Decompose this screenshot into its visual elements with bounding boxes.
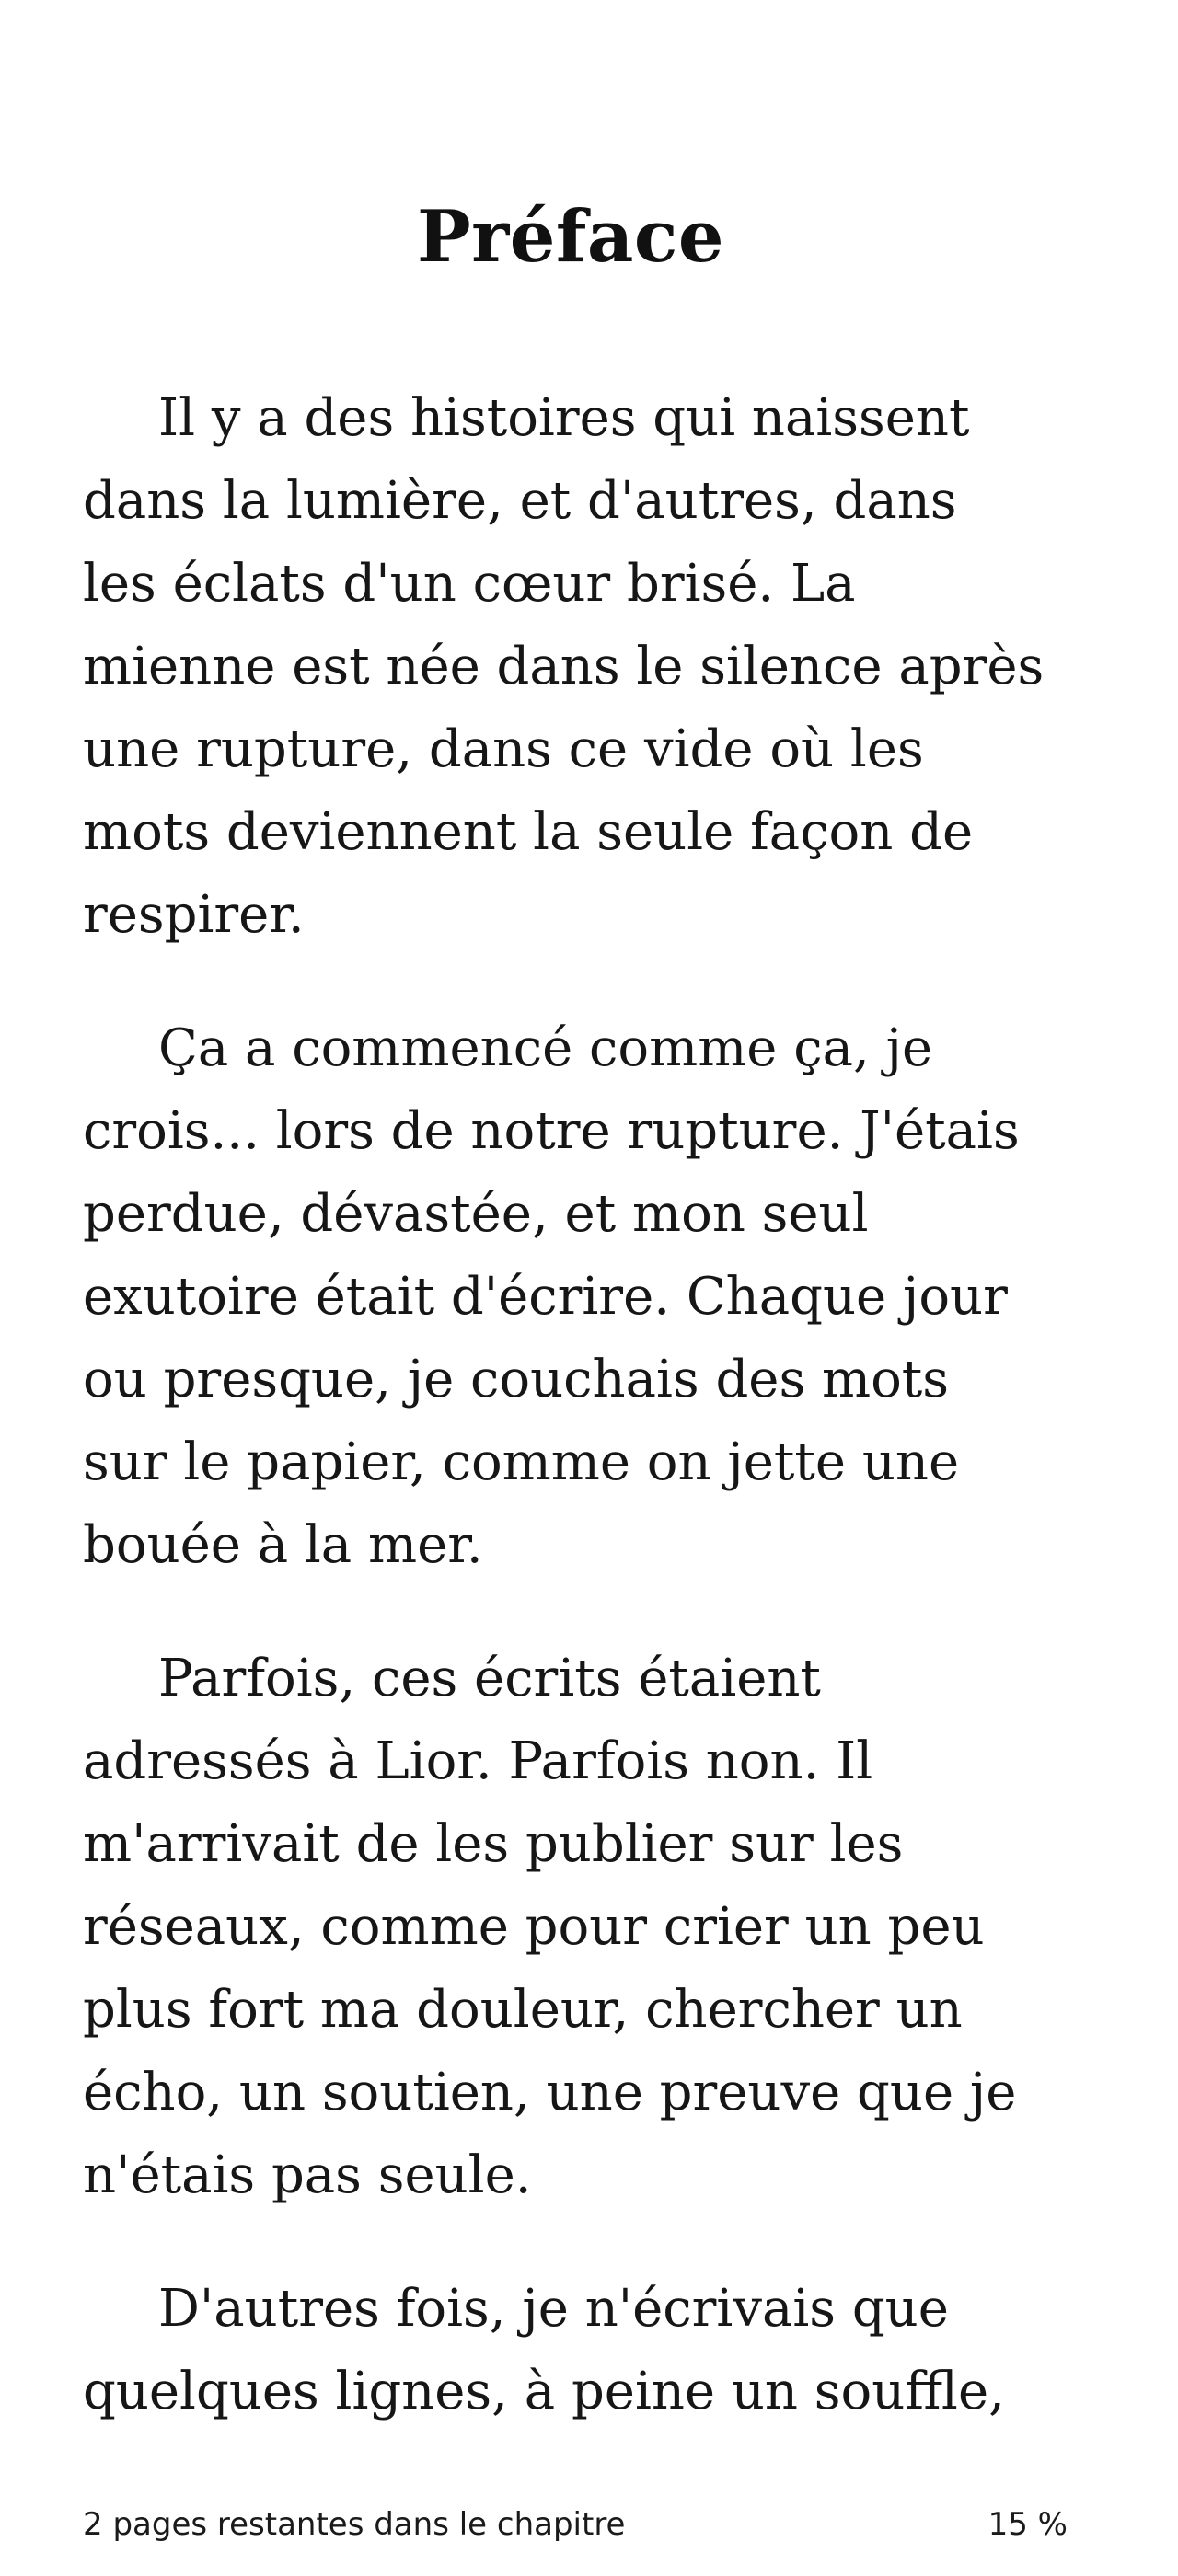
paragraph [83,377,1077,957]
text-line: perdue, dévastée, et mon seul [83,1184,869,1244]
pages-remaining-label: 2 pages restantes dans le chapitre [83,2506,626,2543]
text-line: respirer. [83,885,305,945]
text-line: bouée à la mer. [83,1515,483,1575]
reading-progress: 15 % [987,2506,1068,2543]
text-line: les éclats d'un cœur brisé. La [83,554,856,614]
paragraph [83,1638,1077,2217]
text-line: mienne est née dans le silence après [83,637,1045,696]
text-line: Ça a commencé comme ça, je [158,1018,933,1078]
text-line: mots deviennent la seule façon de [83,802,974,862]
text-line: Parfois, ces écrits étaient [158,1649,821,1708]
text-line: une rupture, dans ce vide où les [83,719,924,779]
text-line: Il y a des histoires qui naissent [158,388,970,448]
paragraph [83,2268,1077,2433]
reader-footer [83,2499,1077,2550]
text-line: n'étais pas seule. [83,2145,532,2205]
text-line: plus fort ma douleur, chercher un [83,1980,963,2040]
text-line: m'arrivait de les publier sur les [83,1814,904,1874]
text-line: exutoire était d'écrire. Chaque jour [83,1267,1008,1327]
text-line: réseaux, comme pour crier un peu [83,1897,985,1957]
text-line: dans la lumière, et d'autres, dans [83,471,957,531]
text-line: sur le papier, comme on jette une [83,1432,960,1492]
text-line: crois... lors de notre rupture. J'étais [83,1101,1020,1161]
text-line: D'autres fois, je n'écrivais que [158,2279,949,2339]
chapter-title: Préface [416,195,725,279]
text-line: ou presque, je couchais des mots [83,1350,950,1409]
text-line: adressés à Lior. Parfois non. Il [83,1731,873,1791]
chapter-body [83,377,1077,2484]
text-line: quelques lignes, à peine un souffle, [83,2362,1005,2421]
text-line: écho, un soutien, une preuve que je [83,2063,1017,2122]
paragraph [83,1007,1077,1587]
